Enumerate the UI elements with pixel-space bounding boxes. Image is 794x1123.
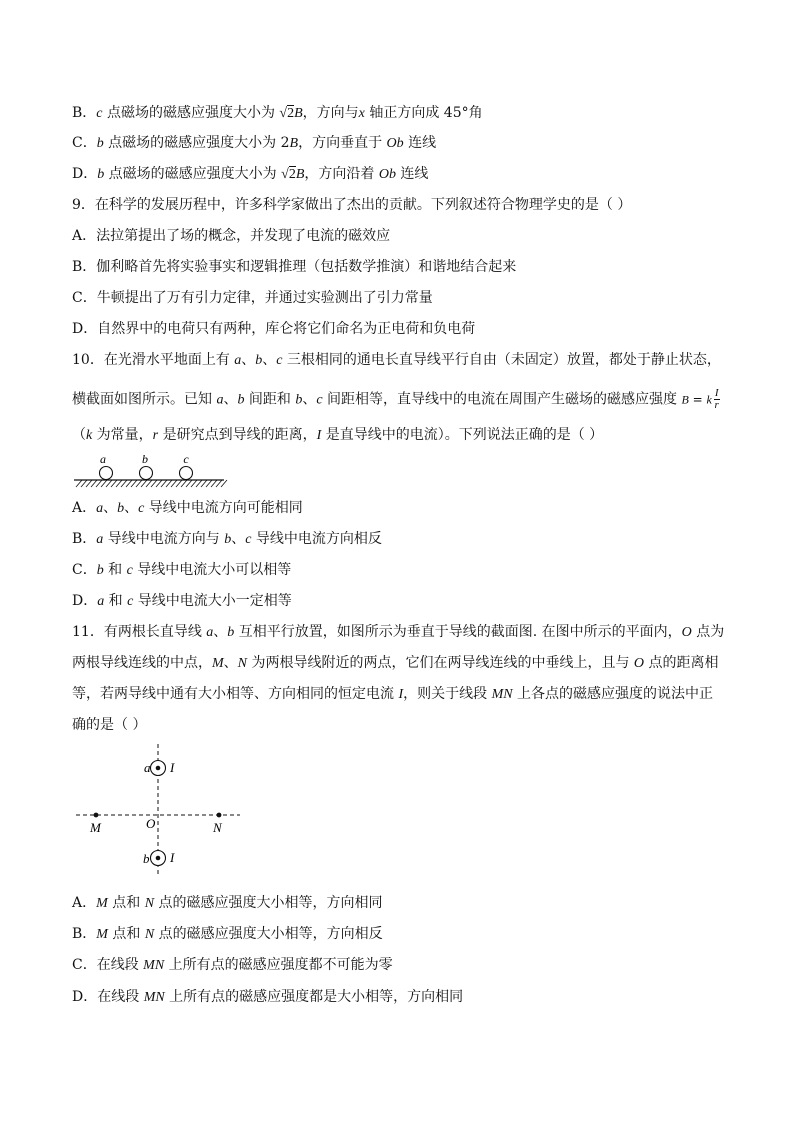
hatch-mark xyxy=(131,480,137,487)
var-b: b xyxy=(97,167,105,182)
hatch-mark xyxy=(141,480,147,487)
wire-c xyxy=(180,467,193,480)
sqrt-symbol: √2 xyxy=(279,106,295,121)
text: ，方向沿着 xyxy=(304,166,379,182)
wire-a xyxy=(100,467,113,480)
hatch-mark xyxy=(171,480,177,487)
label-a: a xyxy=(144,760,151,775)
label-n: N xyxy=(213,820,222,835)
q10-stem-line1: 10．在光滑水平地面上有 a、b、c 三根相同的通电长直导线平行自由（未固定）放置，都处于静止状态， xyxy=(72,352,721,368)
text: 、 xyxy=(231,531,246,547)
label-c: c xyxy=(183,452,189,466)
variable: MN xyxy=(143,990,165,1005)
hatch-mark xyxy=(136,480,142,487)
hatch-mark xyxy=(121,480,127,487)
hatch-mark xyxy=(221,480,227,487)
q9-option-d: D．自然界中的电荷只有两种，库仑将它们命名为正电荷和负电荷 xyxy=(72,321,476,337)
point-m xyxy=(94,813,99,818)
hatch-mark xyxy=(101,480,107,487)
option-prefix: B． xyxy=(72,531,97,547)
hatch-mark xyxy=(81,480,87,487)
option-prefix: D． xyxy=(72,593,98,609)
text: 点磁场的磁感应强度大小为 xyxy=(104,166,282,182)
ground-hatching xyxy=(76,480,227,487)
fraction-i-over-r: $\frac{I}{r}$ xyxy=(714,387,719,411)
var-b: b xyxy=(96,136,104,151)
text: 和 xyxy=(103,562,127,578)
var-ob: Ob xyxy=(386,136,404,151)
variable: a xyxy=(97,594,105,609)
var-x: x xyxy=(358,106,365,121)
variable: a xyxy=(96,532,104,547)
variable: N xyxy=(144,927,155,942)
variable: MN xyxy=(143,958,165,973)
q10-wires-figure xyxy=(72,452,232,492)
hatch-mark xyxy=(86,480,92,487)
q9-option-b: B．伽利略首先将实验事实和逻辑推理（包括数学推演）和谐地结合起来 xyxy=(72,259,517,275)
label-b: b xyxy=(143,851,150,866)
q11-stem-line3: 等，若两导线中通有大小相等、方向相同的恒定电流 I，则关于线段 MN 上各点的磁感应强度的说法中正 xyxy=(72,686,714,702)
variable: c xyxy=(126,563,133,578)
hatch-mark xyxy=(151,480,157,487)
wire-b xyxy=(140,467,153,480)
variable: b xyxy=(96,563,104,578)
option-prefix: A． xyxy=(72,500,97,516)
hatch-mark xyxy=(186,480,192,487)
label-i-bottom: I xyxy=(170,850,175,865)
hatch-mark xyxy=(91,480,97,487)
option-prefix: D． xyxy=(72,989,98,1005)
q11-stem-line4: 确的是（ ） xyxy=(72,717,147,733)
wire-b-current-dot xyxy=(156,856,161,861)
text: 点的磁感应强度大小相等，方向相反 xyxy=(154,926,383,942)
text: 上所有点的磁感应强度都是大小相等，方向相同 xyxy=(164,989,464,1005)
hatch-mark xyxy=(146,480,152,487)
variable: b xyxy=(117,501,125,516)
variable: a xyxy=(96,501,104,516)
hatch-mark xyxy=(116,480,122,487)
q10-option-d xyxy=(72,592,292,611)
option-prefix: A． xyxy=(72,895,97,911)
q10-stem-line2: 横截面如图所示。已知 a、b 间距和 b、c 间距相等，直导线中的电流在周围产生磁场的磁感应强度 B = k $\frac{I}{r}$ xyxy=(72,387,719,411)
variable: c xyxy=(245,532,252,547)
label-o: O xyxy=(146,816,156,831)
hatch-mark xyxy=(166,480,172,487)
variable: M xyxy=(96,927,108,942)
text: ，方向与 xyxy=(302,105,359,121)
hatch-mark xyxy=(76,480,82,487)
variable: b xyxy=(224,532,232,547)
q11-option-b xyxy=(72,925,383,944)
hatch-mark xyxy=(176,480,182,487)
var-b: B xyxy=(294,106,303,121)
text: 轴正方向成 45°角 xyxy=(364,105,483,121)
hatch-mark xyxy=(181,480,187,487)
q10-option-a xyxy=(72,499,303,518)
variable: c xyxy=(127,594,134,609)
option-prefix: B． xyxy=(72,926,97,942)
hatch-mark xyxy=(201,480,207,487)
text: 、 xyxy=(124,500,139,516)
variable: N xyxy=(144,896,155,911)
text: 导线中电流大小一定相等 xyxy=(133,593,292,609)
q9-stem: 9．在科学的发展历程中，许多科学家做出了杰出的贡献。下列叙述符合物理学史的是（ ） xyxy=(72,197,632,213)
q8-option-b xyxy=(72,104,483,123)
option-prefix: B． xyxy=(72,105,97,121)
hatch-mark xyxy=(161,480,167,487)
label-m: M xyxy=(90,820,101,835)
text: 连线 xyxy=(395,166,429,182)
hatch-mark xyxy=(191,480,197,487)
wire-a-current-dot xyxy=(156,766,161,771)
q10-stem-line3: （k 为常量，r 是研究点到导线的距离，I 是直导线中的电流）。下列说法正确的是（ ） xyxy=(72,427,604,443)
q10-option-c xyxy=(72,561,291,580)
text: 点和 xyxy=(107,895,145,911)
text: 、 xyxy=(103,500,118,516)
q11-option-d xyxy=(72,988,463,1007)
option-prefix: C． xyxy=(72,562,97,578)
label-a: a xyxy=(100,452,106,466)
label-b: b xyxy=(142,452,148,466)
hatch-mark xyxy=(106,480,112,487)
hatch-mark xyxy=(211,480,217,487)
hatch-mark xyxy=(126,480,132,487)
text: 导线中电流方向相反 xyxy=(251,531,382,547)
option-prefix: C． xyxy=(72,957,97,973)
text: ，方向垂直于 xyxy=(298,135,387,151)
q10-option-b xyxy=(72,530,382,549)
var-ob: Ob xyxy=(378,167,396,182)
hatch-mark xyxy=(196,480,202,487)
q9-option-a: A．法拉第提出了场的概念，并发现了电流的磁效应 xyxy=(72,228,391,244)
text: 上所有点的磁感应强度都不可能为零 xyxy=(164,957,393,973)
variable: M xyxy=(96,896,108,911)
text: 在线段 xyxy=(97,989,144,1005)
text: 点和 xyxy=(107,926,145,942)
hatch-mark xyxy=(96,480,102,487)
option-prefix: D． xyxy=(72,166,98,182)
q11-option-a xyxy=(72,894,383,913)
q11-wires-figure xyxy=(72,742,252,877)
point-n xyxy=(217,813,222,818)
text: 在线段 xyxy=(96,957,144,973)
text: 点磁场的磁感应强度大小为 2 xyxy=(103,135,290,151)
q11-stem-line1: 11．有两根长直导线 a、b 互相平行放置，如图所示为垂直于导线的截面图. 在图中所示的平面内，O 点为 xyxy=(72,624,725,640)
hatch-mark xyxy=(206,480,212,487)
text: 连线 xyxy=(403,135,437,151)
hatch-mark xyxy=(156,480,162,487)
variable: c xyxy=(138,501,145,516)
text: 点磁场的磁感应强度大小为 xyxy=(102,105,280,121)
var-b: B xyxy=(289,136,299,151)
hatch-mark xyxy=(216,480,222,487)
text: 点的磁感应强度大小相等，方向相同 xyxy=(154,895,383,911)
q11-stem-line2: 两根导线连线的中点，M、N 为两根导线附近的两点，它们在两导线连线的中垂线上，且与 O 点的距离相 xyxy=(72,655,719,671)
text: 导线中电流大小可以相等 xyxy=(132,562,292,578)
hatch-mark xyxy=(111,480,117,487)
var-b: B xyxy=(295,167,305,182)
text: 导线中电流方向可能相同 xyxy=(144,500,303,516)
q9-option-c: C．牛顿提出了万有引力定律，并通过实验测出了引力常量 xyxy=(72,290,433,306)
sqrt-symbol: √2 xyxy=(281,167,296,182)
q11-option-c xyxy=(72,956,393,975)
text: 和 xyxy=(104,593,128,609)
text: 导线中电流方向与 xyxy=(103,531,225,547)
label-i-top: I xyxy=(170,760,175,775)
q8-option-c xyxy=(72,134,436,153)
q8-option-d xyxy=(72,165,428,184)
option-prefix: C． xyxy=(72,135,97,151)
var-c: c xyxy=(96,106,103,121)
